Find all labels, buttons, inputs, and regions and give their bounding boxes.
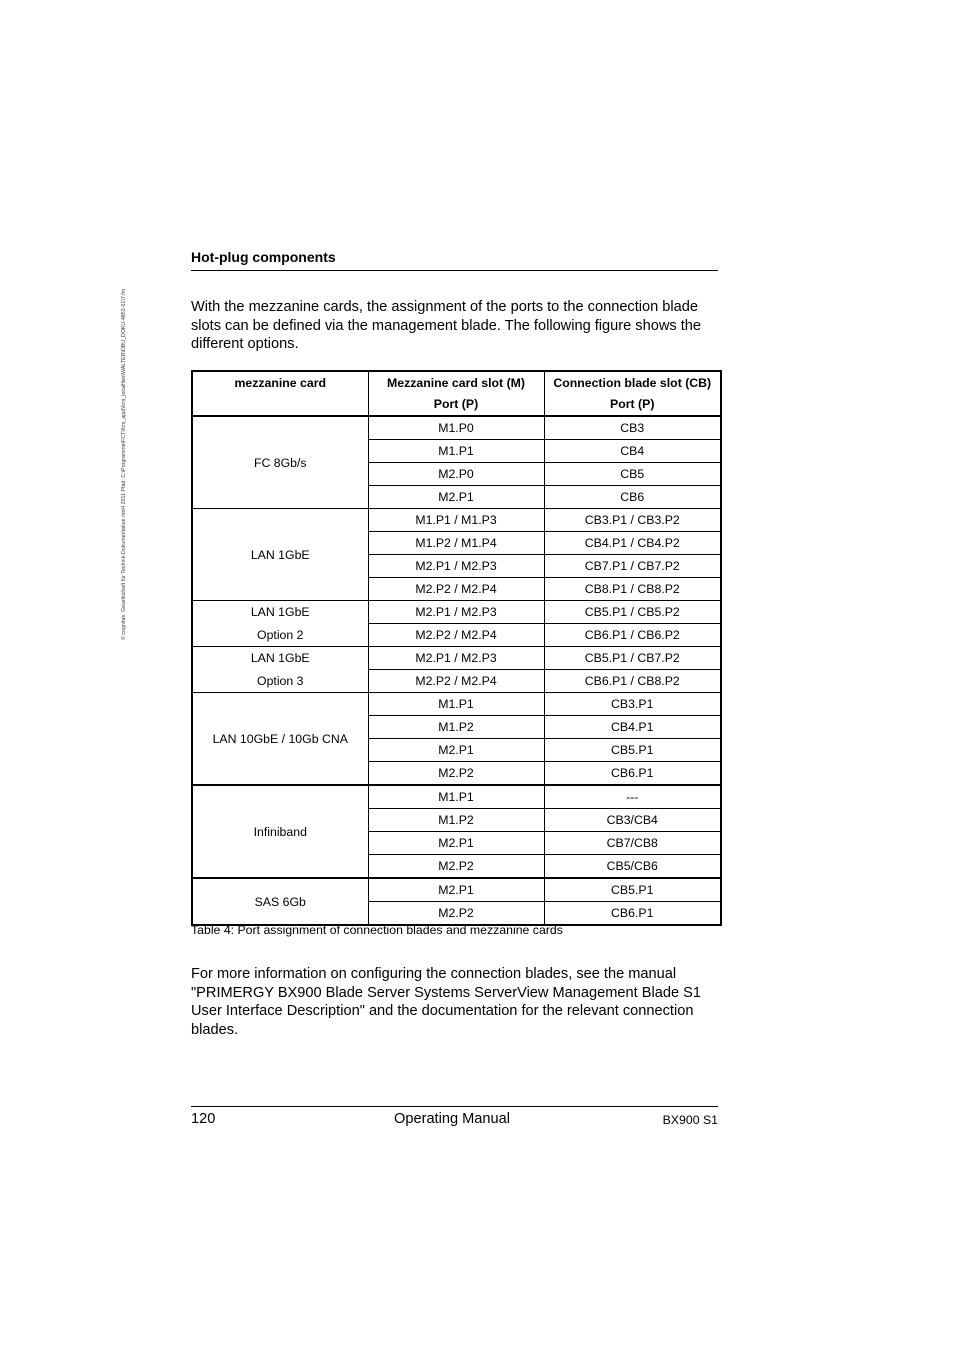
mezzanine-port-cell: M2.P2 / M2.P4 bbox=[368, 670, 544, 693]
mezzanine-port-cell: M2.P2 bbox=[368, 855, 544, 879]
table-row bbox=[192, 878, 721, 902]
mezzanine-port-cell: M1.P2 bbox=[368, 716, 544, 739]
blade-port-cell: CB3 bbox=[544, 416, 721, 440]
blade-port-cell: CB5.P1 bbox=[544, 739, 721, 762]
side-margin-note bbox=[121, 240, 131, 640]
blade-port-cell: CB5/CB6 bbox=[544, 855, 721, 879]
blade-port-cell: CB3.P1 / CB3.P2 bbox=[544, 509, 721, 532]
mezzanine-port-cell: M1.P1 bbox=[368, 693, 544, 716]
table-row bbox=[192, 624, 721, 647]
mezzanine-port-cell: M1.P1 bbox=[368, 440, 544, 463]
mezzanine-port-cell: M2.P0 bbox=[368, 463, 544, 486]
card-cell: FC 8Gb/s bbox=[192, 416, 368, 509]
blade-port-cell: CB6.P1 / CB8.P2 bbox=[544, 670, 721, 693]
mezzanine-port-cell: M2.P1 bbox=[368, 486, 544, 509]
table-row bbox=[192, 647, 721, 670]
header-connection-blade-slot: Connection blade slot (CB) bbox=[544, 371, 721, 393]
page-number: 120 bbox=[191, 1111, 216, 1127]
blade-port-cell: CB6 bbox=[544, 486, 721, 509]
header-mezzanine-port: Port (P) bbox=[368, 393, 544, 416]
blade-port-cell: CB5 bbox=[544, 463, 721, 486]
blade-port-cell: CB3.P1 bbox=[544, 693, 721, 716]
blade-port-cell: CB8.P1 / CB8.P2 bbox=[544, 578, 721, 601]
blade-port-cell: CB3/CB4 bbox=[544, 809, 721, 832]
intro-paragraph: With the mezzanine cards, the assignment of the ports to the connection blade slots can be defined via the management blade. The following figure shows the different options. bbox=[191, 299, 702, 352]
header-mezzanine-slot: Mezzanine card slot (M) bbox=[368, 371, 544, 393]
page-footer bbox=[191, 1106, 718, 1129]
card-option-cell: Option 2 bbox=[192, 624, 368, 647]
card-cell: LAN 1GbE bbox=[192, 647, 368, 670]
table-row bbox=[192, 670, 721, 693]
header-mezzanine-card: mezzanine card bbox=[192, 371, 368, 393]
blade-port-cell: CB5.P1 / CB7.P2 bbox=[544, 647, 721, 670]
table-row bbox=[192, 416, 721, 440]
mezzanine-port-cell: M2.P2 / M2.P4 bbox=[368, 578, 544, 601]
card-cell: SAS 6Gb bbox=[192, 878, 368, 925]
blade-port-cell: --- bbox=[544, 785, 721, 809]
mezzanine-port-cell: M2.P2 bbox=[368, 762, 544, 786]
table-row bbox=[192, 509, 721, 532]
mezzanine-port-cell: M1.P1 / M1.P3 bbox=[368, 509, 544, 532]
blade-port-cell: CB4 bbox=[544, 440, 721, 463]
mezzanine-port-cell: M1.P2 / M1.P4 bbox=[368, 532, 544, 555]
card-cell: LAN 1GbE bbox=[192, 509, 368, 601]
outro-paragraph: For more information on configuring the connection blades, see the manual "PRIMERGY BX900 Blade Server Systems ServerView Management Blade S1 User Interface Description" and the documentation for the relevant connection blades. bbox=[191, 966, 701, 1038]
card-cell: Infiniband bbox=[192, 785, 368, 878]
blade-port-cell: CB5.P1 / CB5.P2 bbox=[544, 601, 721, 624]
mezzanine-port-cell: M2.P1 bbox=[368, 739, 544, 762]
side-margin-note-text: © cognitas. Gesellschaft für Technik-Dokumentation mbH 2011 Pfad: C:\Programme\FCT\fcm_appl\fcm_localfiles\WALTER\DBU_DOKU-4853-01\7.fm bbox=[121, 288, 127, 640]
document-title: Operating Manual bbox=[394, 1111, 511, 1127]
mezzanine-port-cell: M2.P1 / M2.P3 bbox=[368, 647, 544, 670]
table-row bbox=[192, 693, 721, 716]
mezzanine-port-cell: M2.P2 bbox=[368, 902, 544, 926]
header-mezzanine-card-blank bbox=[192, 393, 368, 416]
blade-port-cell: CB6.P1 bbox=[544, 762, 721, 786]
card-option-cell: Option 3 bbox=[192, 670, 368, 693]
mezzanine-port-cell: M2.P2 / M2.P4 bbox=[368, 624, 544, 647]
mezzanine-port-cell: M2.P1 bbox=[368, 878, 544, 902]
header-connection-port: Port (P) bbox=[544, 393, 721, 416]
card-cell: LAN 1GbE bbox=[192, 601, 368, 624]
blade-port-cell: CB4.P1 / CB4.P2 bbox=[544, 532, 721, 555]
blade-port-cell: CB4.P1 bbox=[544, 716, 721, 739]
mezzanine-port-cell: M1.P1 bbox=[368, 785, 544, 809]
blade-port-cell: CB6.P1 bbox=[544, 902, 721, 926]
section-title: Hot-plug components bbox=[191, 249, 718, 271]
product-name: BX900 S1 bbox=[662, 1113, 718, 1127]
mezzanine-port-cell: M2.P1 / M2.P3 bbox=[368, 555, 544, 578]
mezzanine-port-cell: M2.P1 bbox=[368, 832, 544, 855]
table-row bbox=[192, 601, 721, 624]
mezzanine-port-cell: M1.P0 bbox=[368, 416, 544, 440]
blade-port-cell: CB5.P1 bbox=[544, 878, 721, 902]
port-assignment-table bbox=[191, 370, 722, 926]
mezzanine-port-cell: M2.P1 / M2.P3 bbox=[368, 601, 544, 624]
blade-port-cell: CB7.P1 / CB7.P2 bbox=[544, 555, 721, 578]
card-cell: LAN 10GbE / 10Gb CNA bbox=[192, 693, 368, 786]
mezzanine-port-cell: M1.P2 bbox=[368, 809, 544, 832]
table-row bbox=[192, 785, 721, 809]
blade-port-cell: CB7/CB8 bbox=[544, 832, 721, 855]
table-caption: Table 4: Port assignment of connection blades and mezzanine cards bbox=[191, 923, 563, 937]
blade-port-cell: CB6.P1 / CB6.P2 bbox=[544, 624, 721, 647]
